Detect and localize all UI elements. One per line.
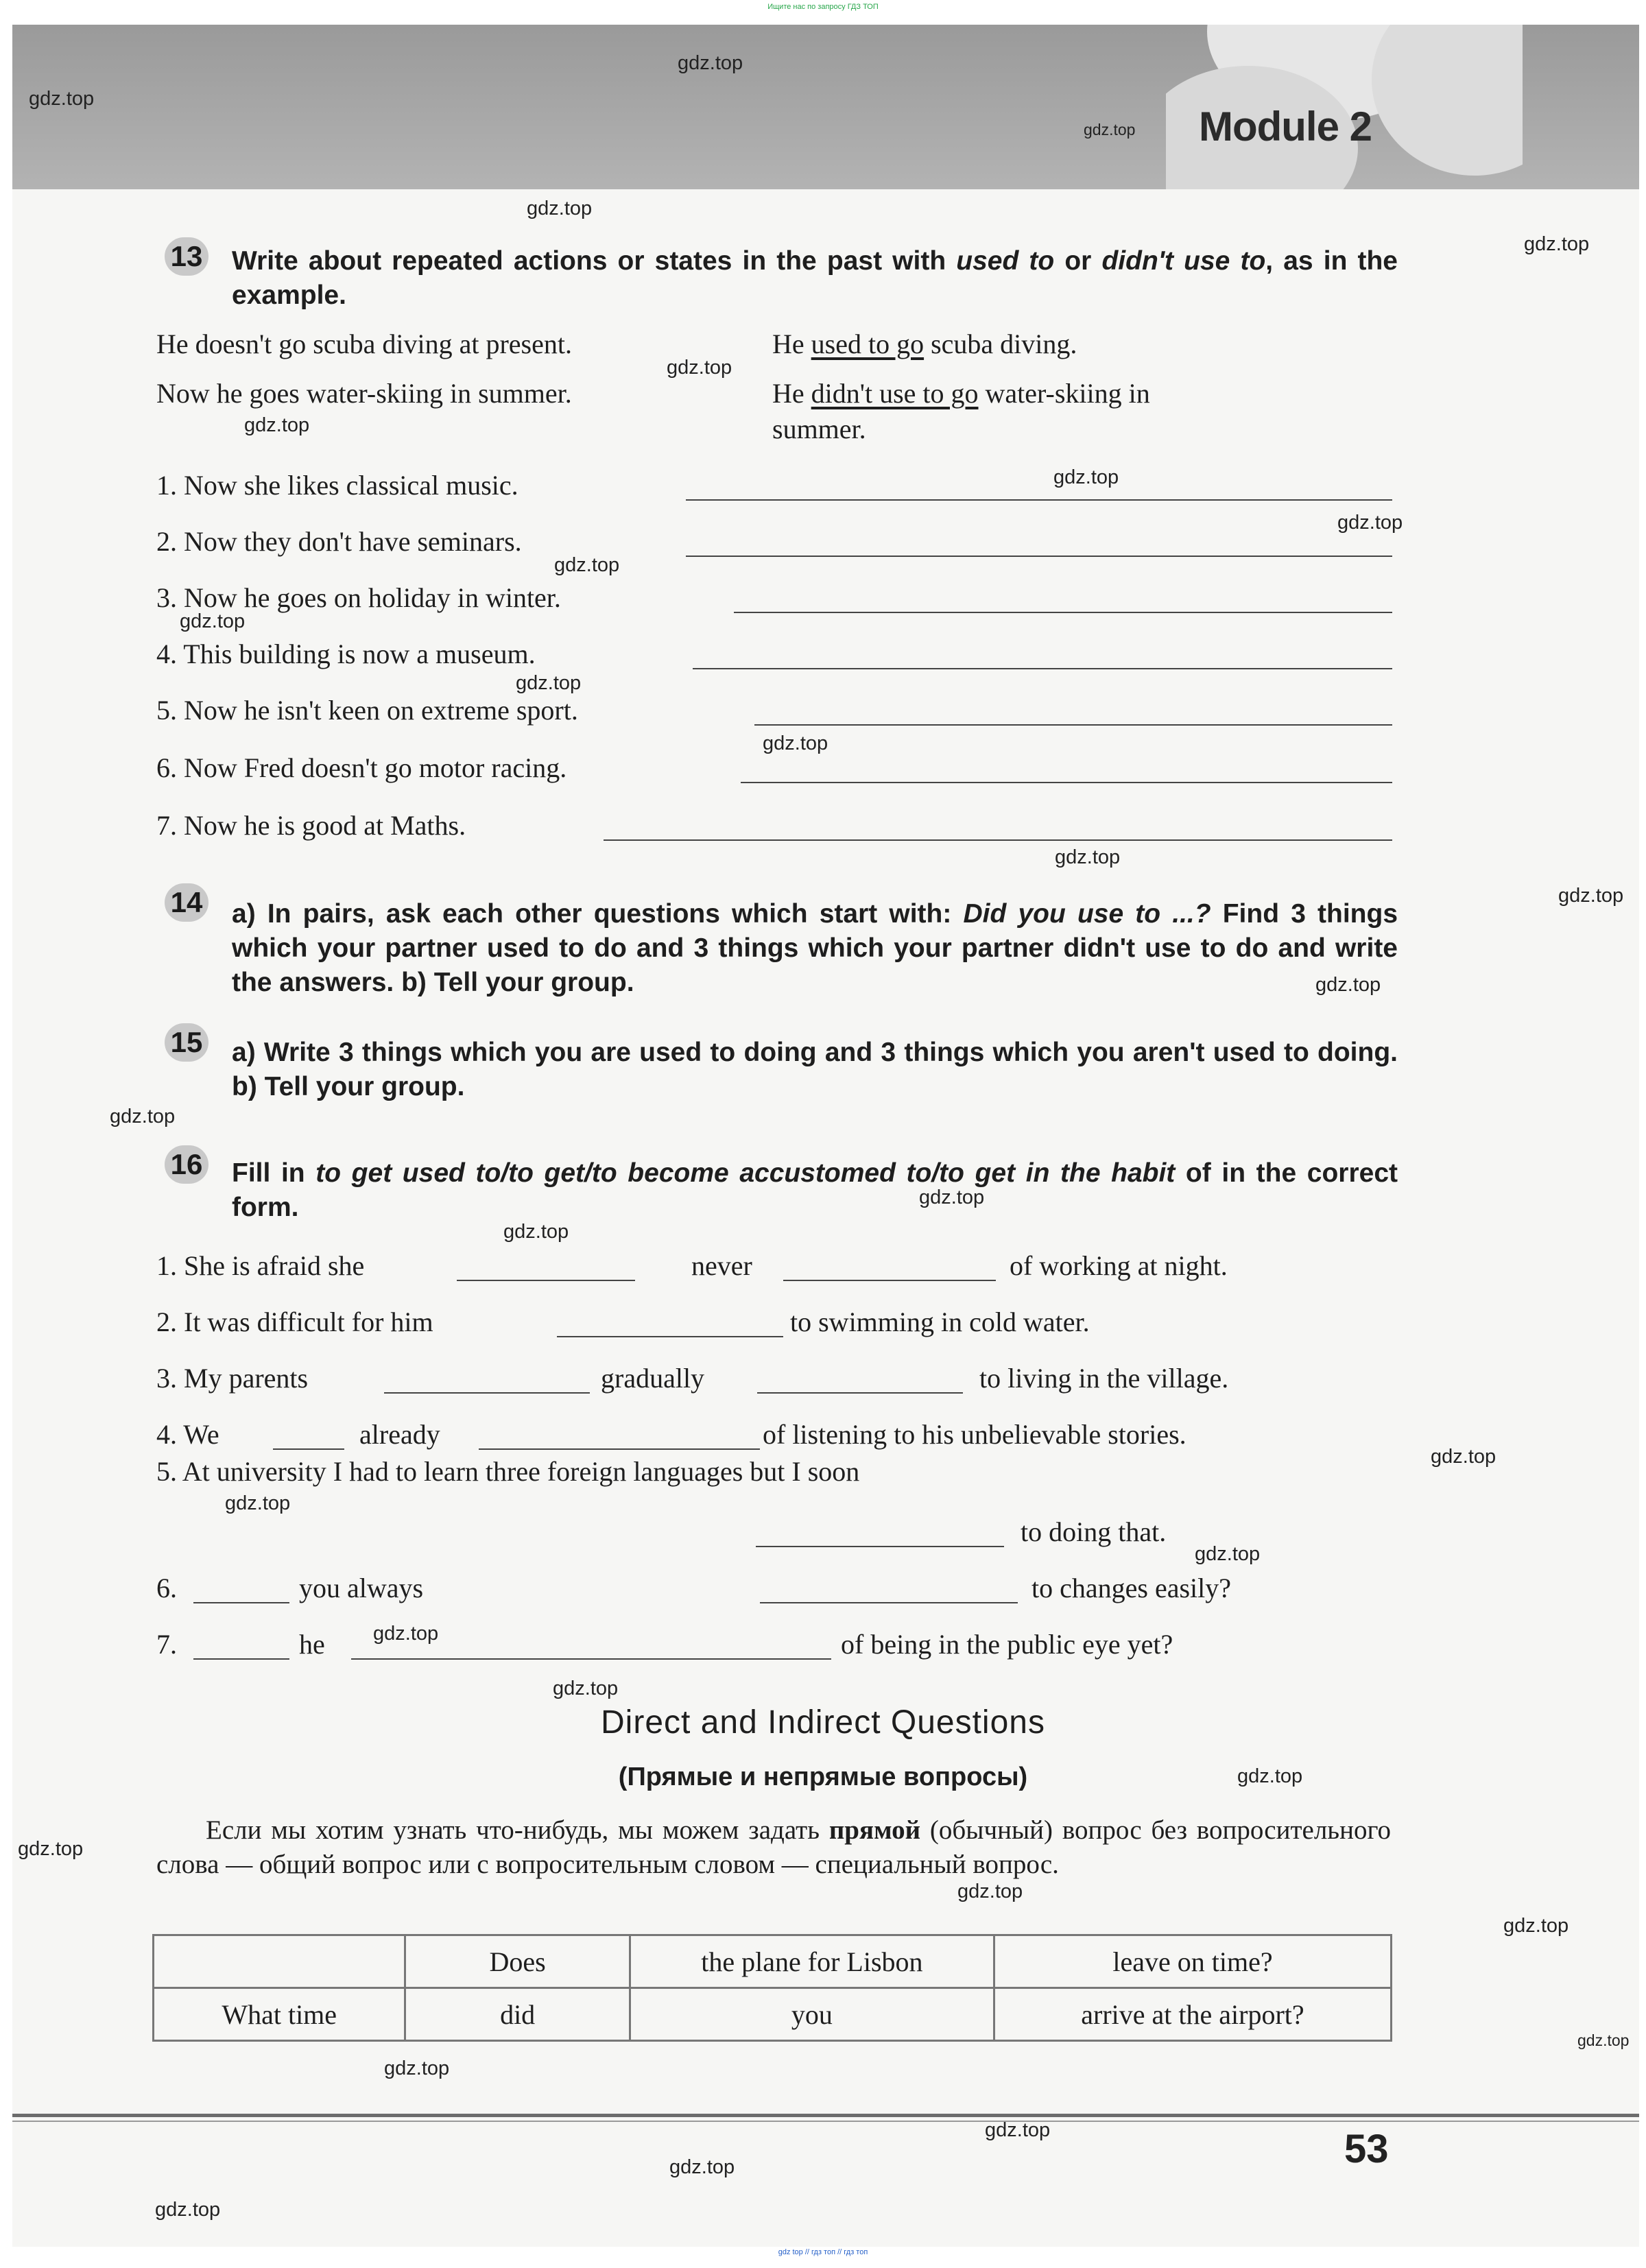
- answer-line[interactable]: [351, 1658, 831, 1660]
- exercise-16-item-7a: 7.: [156, 1629, 177, 1660]
- watermark: gdz.top: [1053, 466, 1119, 488]
- table-cell: What time: [154, 1988, 405, 2041]
- answer-line[interactable]: [686, 499, 1392, 501]
- watermark: gdz.top: [985, 2119, 1051, 2141]
- watermark: gdz.top: [553, 1678, 619, 1699]
- exercise-16-item-2b: to swimming in cold water.: [790, 1306, 1090, 1337]
- answer-line[interactable]: [193, 1602, 289, 1603]
- answer-line[interactable]: [734, 612, 1392, 613]
- top-link[interactable]: Ищите нас по запросу ГДЗ ТОП: [767, 3, 879, 11]
- exercise-13-item-4: 4. This building is now a museum.: [156, 638, 536, 669]
- exercise-16-item-6a: 6.: [156, 1573, 177, 1603]
- watermark: gdz.top: [1237, 1765, 1303, 1787]
- watermark: gdz.top: [957, 1881, 1023, 1902]
- table-cell: the plane for Lisbon: [630, 1935, 994, 1988]
- example-2-answer-cont: summer.: [772, 414, 866, 444]
- table-row: [154, 1988, 1392, 2041]
- answer-line[interactable]: [686, 556, 1392, 557]
- exercise-16-number: 16: [165, 1145, 208, 1184]
- watermark: gdz.top: [1503, 1915, 1569, 1937]
- exercise-14-instruction: a) In pairs, ask each other questions which start with: Did you use to ...? Find 3 things which your partner used to do and 3 things which your partner didn't use to do and write the answers. b) Tell your group.: [232, 899, 1398, 997]
- table-cell: you: [630, 1988, 994, 2041]
- watermark: gdz.top: [1524, 233, 1590, 255]
- section-subtitle: (Прямые и непрямые вопросы): [618, 1763, 1028, 1791]
- footer-rule-thin: [12, 2121, 1639, 2122]
- table-cell: leave on time?: [994, 1935, 1391, 1988]
- exercise-16-item-6b: you always: [299, 1573, 424, 1603]
- watermark: gdz.top: [669, 2156, 735, 2178]
- watermark: gdz.top: [554, 554, 620, 576]
- answer-line[interactable]: [384, 1392, 590, 1394]
- exercise-15-instruction: a) Write 3 things which you are used to doing and 3 things which you aren't used to doing. b) Tell your group.: [232, 1038, 1398, 1101]
- table-cell: [154, 1935, 405, 1988]
- exercise-16-item-2a: 2. It was difficult for him: [156, 1306, 433, 1337]
- watermark: gdz.top: [155, 2199, 221, 2221]
- exercise-16-item-4b: already: [359, 1419, 440, 1450]
- watermark: gdz.top: [1577, 2031, 1630, 2049]
- example-1-question: He doesn't go scuba diving at present.: [156, 329, 572, 359]
- watermark: gdz.top: [1431, 1446, 1496, 1468]
- exercise-13-item-5: 5. Now he isn't keen on extreme sport.: [156, 695, 578, 726]
- answer-line[interactable]: [479, 1448, 760, 1450]
- watermark: gdz.top: [373, 1623, 439, 1645]
- watermark: gdz.top: [503, 1221, 569, 1243]
- exercise-16-item-3b: gradually: [601, 1363, 705, 1394]
- watermark: gdz.top: [1337, 512, 1403, 534]
- exercise-16-item-1a: 1. She is afraid she: [156, 1250, 365, 1281]
- example-2-answer: He didn't use to go water-skiing in: [772, 378, 1150, 409]
- example-2-question: Now he goes water-skiing in summer.: [156, 378, 572, 409]
- exercise-13-item-2: 2. Now they don't have seminars.: [156, 526, 522, 557]
- watermark: gdz.top: [527, 198, 593, 219]
- section-title: Direct and Indirect Questions: [601, 1704, 1045, 1741]
- exercise-16-item-3a: 3. My parents: [156, 1363, 309, 1394]
- answer-line[interactable]: [760, 1602, 1018, 1603]
- answer-line[interactable]: [756, 1546, 1004, 1547]
- answer-line[interactable]: [273, 1448, 344, 1450]
- bottom-link[interactable]: gdz top // гдз топ // гдз топ: [778, 2248, 868, 2256]
- watermark: gdz.top: [384, 2057, 450, 2079]
- answer-line[interactable]: [604, 839, 1392, 841]
- exercise-13-item-1: 1. Now she likes classical music.: [156, 470, 518, 501]
- exercise-13-item-3: 3. Now he goes on holiday in winter.: [156, 582, 561, 613]
- question-table: [152, 1934, 1392, 2042]
- answer-line[interactable]: [783, 1280, 996, 1281]
- exercise-16-item-4c: of listening to his unbelievable stories.: [763, 1419, 1186, 1450]
- answer-line[interactable]: [693, 668, 1392, 669]
- exercise-16-item-3c: to living in the village.: [979, 1363, 1229, 1394]
- watermark: gdz.top: [225, 1492, 291, 1514]
- exercise-16-item-1b: never: [691, 1250, 752, 1281]
- page-number: 53: [1344, 2127, 1389, 2171]
- watermark: gdz.top: [919, 1186, 985, 1208]
- exercise-16-instruction: Fill in to get used to/to get/to become accustomed to/to get in the habit of in the correct form.: [232, 1158, 1398, 1222]
- exercise-13-item-6: 6. Now Fred doesn't go motor racing.: [156, 752, 567, 783]
- watermark: gdz.top: [1195, 1543, 1261, 1565]
- watermark: gdz.top: [667, 357, 732, 379]
- watermark: gdz.top: [1055, 846, 1121, 868]
- exercise-16-item-6c: to changes easily?: [1031, 1573, 1231, 1603]
- watermark: gdz.top: [18, 1838, 84, 1860]
- section-paragraph: Если мы хотим узнать что-нибудь, мы можем задать прямой (обычный) вопрос без вопросительного слова — общий вопрос или с вопросительным словом — специальный вопрос.: [156, 1815, 1391, 1879]
- exercise-16-item-5b: to doing that.: [1021, 1516, 1167, 1547]
- answer-line[interactable]: [754, 724, 1392, 726]
- exercise-16-item-4a: 4. We: [156, 1419, 219, 1450]
- watermark: gdz.top: [516, 672, 582, 694]
- watermark: gdz.top: [678, 52, 743, 74]
- exercise-13-item-7: 7. Now he is good at Maths.: [156, 810, 466, 841]
- exercise-13-number: 13: [165, 237, 208, 276]
- exercise-16-item-5a: 5. At university I had to learn three foreign languages but I soon: [156, 1456, 860, 1487]
- watermark: gdz.top: [180, 610, 246, 632]
- watermark: gdz.top: [29, 88, 95, 110]
- table-row: [154, 1935, 1392, 1988]
- footer-rule: [12, 2114, 1639, 2117]
- watermark: gdz.top: [763, 732, 828, 754]
- answer-line[interactable]: [557, 1336, 783, 1337]
- exercise-16-item-1c: of working at night.: [1010, 1250, 1228, 1281]
- answer-line[interactable]: [757, 1392, 963, 1394]
- watermark: gdz.top: [1315, 974, 1381, 996]
- answer-line[interactable]: [457, 1280, 635, 1281]
- answer-line[interactable]: [193, 1658, 289, 1660]
- module-label: Module 2: [1199, 104, 1372, 150]
- watermark: gdz.top: [1558, 885, 1624, 907]
- table-cell: Does: [405, 1935, 630, 1988]
- watermark: gdz.top: [110, 1106, 176, 1127]
- watermark: gdz.top: [244, 414, 310, 436]
- exercise-16-item-7b: he: [299, 1629, 325, 1660]
- answer-line[interactable]: [741, 782, 1392, 783]
- table-cell: did: [405, 1988, 630, 2041]
- exercise-14-number: 14: [165, 883, 208, 922]
- exercise-16-item-7c: of being in the public eye yet?: [841, 1629, 1173, 1660]
- example-1-answer: He used to go scuba diving.: [772, 329, 1077, 359]
- exercise-13-instruction: Write about repeated actions or states in the past with used to or didn't use to, as in the example.: [232, 246, 1398, 310]
- table-cell: arrive at the airport?: [994, 1988, 1391, 2041]
- watermark: gdz.top: [1084, 121, 1136, 139]
- exercise-15-number: 15: [165, 1023, 208, 1062]
